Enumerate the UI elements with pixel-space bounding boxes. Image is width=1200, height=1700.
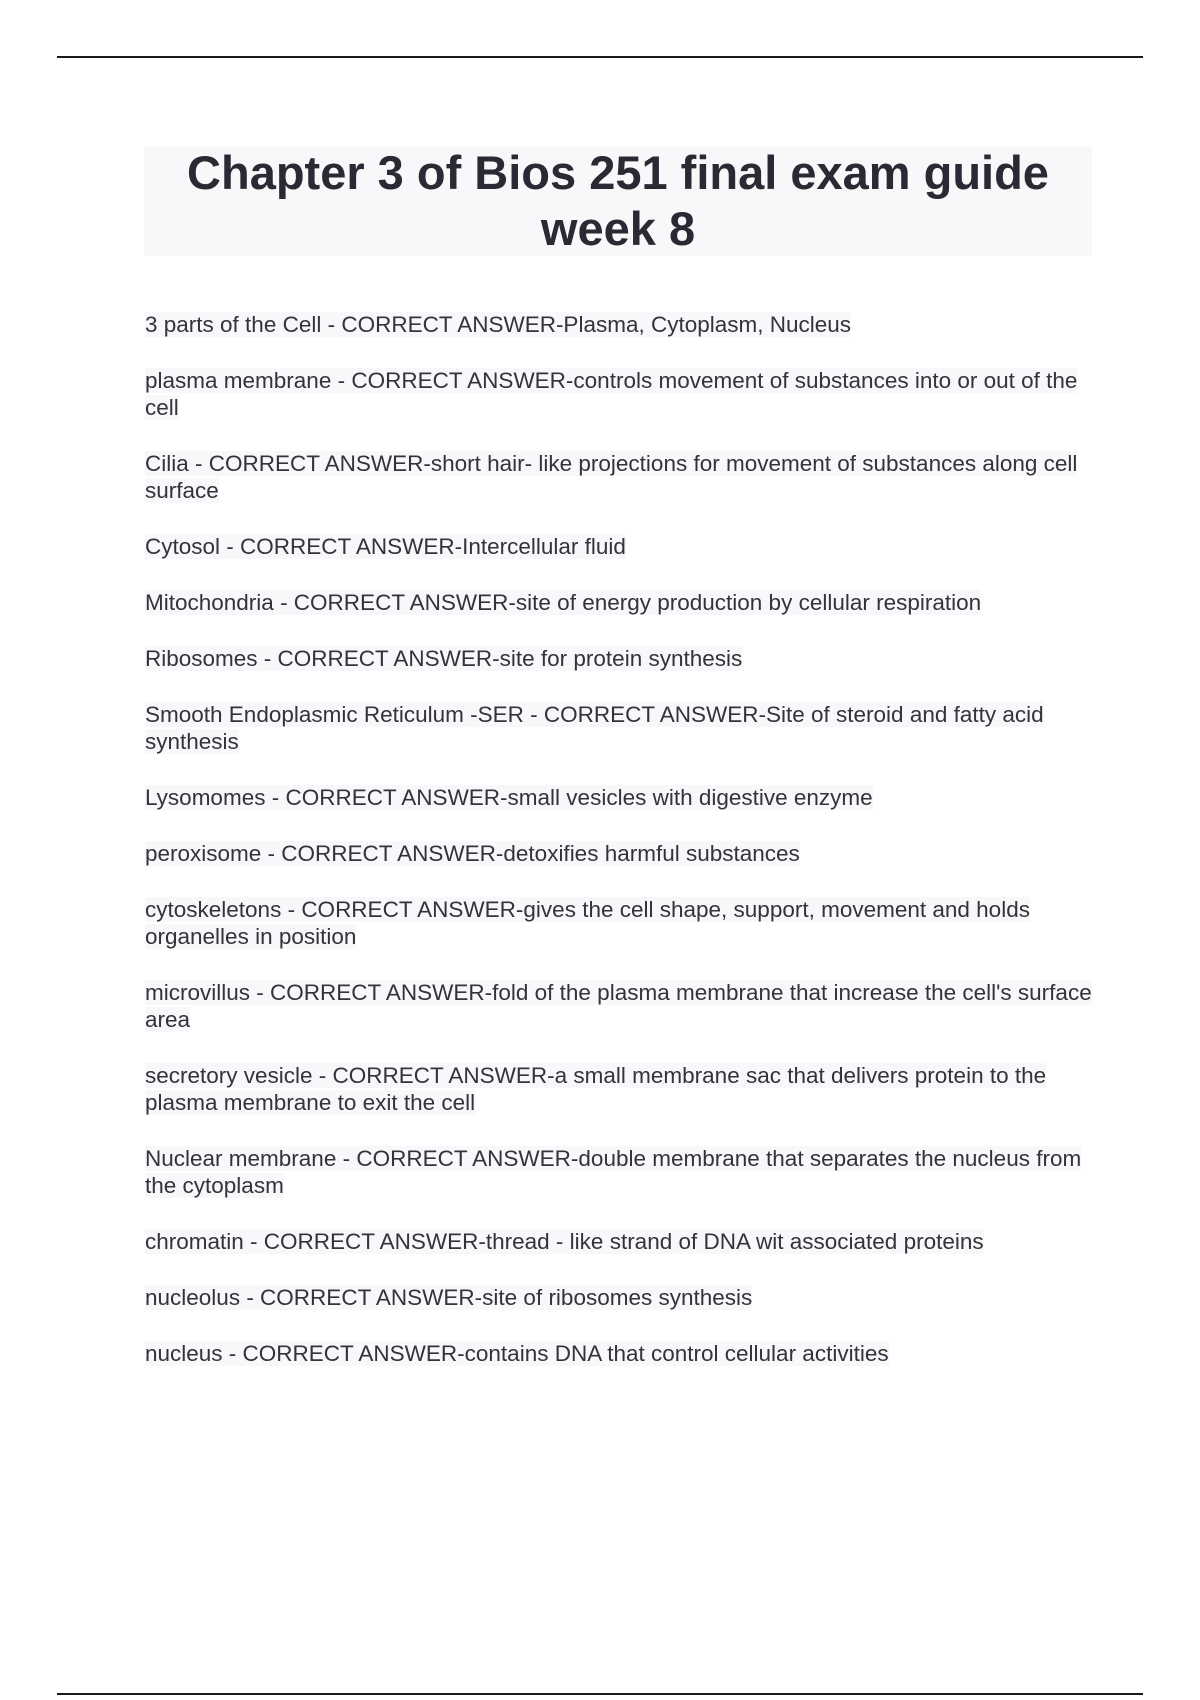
entry-text: Cilia - CORRECT ANSWER-short hair- like projections for movement of substances along cell surface (145, 451, 1078, 503)
entry-text: Mitochondria - CORRECT ANSWER-site of energy production by cellular respiration (145, 590, 982, 615)
entry-text: 3 parts of the Cell - CORRECT ANSWER-Plasma, Cytoplasm, Nucleus (145, 312, 852, 337)
flashcard-list (145, 311, 1095, 1396)
list-item (145, 1062, 1095, 1116)
entry-text: microvillus - CORRECT ANSWER-fold of the plasma membrane that increase the cell's surface area (145, 980, 1092, 1032)
entry-text: Smooth Endoplasmic Reticulum -SER - CORRECT ANSWER-Site of steroid and fatty acid synthesis (145, 702, 1044, 754)
list-item (145, 1284, 1095, 1311)
list-item (145, 645, 1095, 672)
entry-text: nucleolus - CORRECT ANSWER-site of ribosomes synthesis (145, 1285, 753, 1310)
entry-text: Nuclear membrane - CORRECT ANSWER-double membrane that separates the nucleus from the cytoplasm (145, 1146, 1082, 1198)
top-rule (57, 56, 1143, 58)
entry-text: Cytosol - CORRECT ANSWER-Intercellular fluid (145, 534, 626, 559)
title-banner (144, 146, 1092, 256)
entry-text: secretory vesicle - CORRECT ANSWER-a small membrane sac that delivers protein to the plasma membrane to exit the cell (145, 1063, 1047, 1115)
entry-text: nucleus - CORRECT ANSWER-contains DNA that control cellular activities (145, 1341, 889, 1366)
list-item (145, 979, 1095, 1033)
list-item (145, 367, 1095, 421)
list-item (145, 589, 1095, 616)
entry-text: chromatin - CORRECT ANSWER-thread - like strand of DNA wit associated proteins (145, 1229, 984, 1254)
list-item (145, 450, 1095, 504)
entry-text: cytoskeletons - CORRECT ANSWER-gives the cell shape, support, movement and holds organelles in position (145, 897, 1030, 949)
entry-text: plasma membrane - CORRECT ANSWER-controls movement of substances into or out of the cell (145, 368, 1078, 420)
bottom-rule (57, 1693, 1143, 1695)
list-item (145, 311, 1095, 338)
list-item (145, 533, 1095, 560)
list-item (145, 840, 1095, 867)
page-title: Chapter 3 of Bios 251 final exam guide week 8 (187, 146, 1049, 255)
list-item (145, 1228, 1095, 1255)
list-item (145, 701, 1095, 755)
list-item (145, 1145, 1095, 1199)
list-item (145, 1340, 1095, 1367)
list-item (145, 784, 1095, 811)
entry-text: Ribosomes - CORRECT ANSWER-site for protein synthesis (145, 646, 743, 671)
entry-text: peroxisome - CORRECT ANSWER-detoxifies harmful substances (145, 841, 800, 866)
entry-text: Lysomomes - CORRECT ANSWER-small vesicles with digestive enzyme (145, 785, 873, 810)
list-item (145, 896, 1095, 950)
